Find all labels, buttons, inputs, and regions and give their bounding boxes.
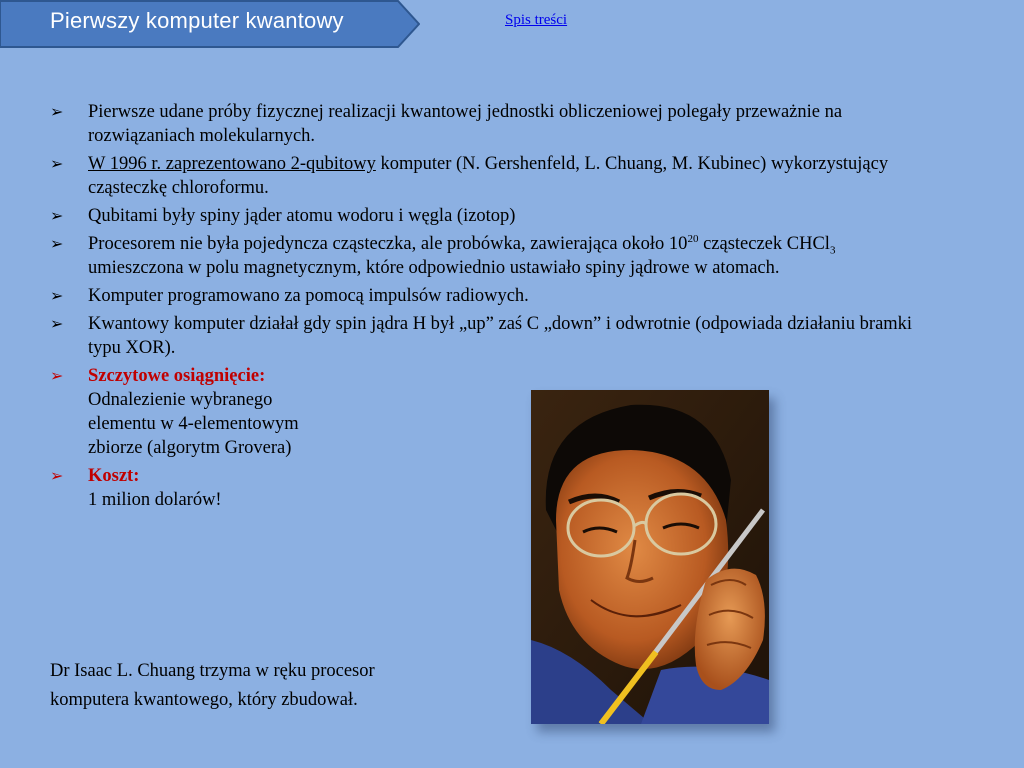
arrow-bullet-icon: ➢ xyxy=(50,234,64,253)
list-item: ➢ Komputer programowano za pomocą impulsów radiowych. xyxy=(50,286,529,306)
arrow-bullet-icon: ➢ xyxy=(50,466,64,485)
list-item: ➢ Procesorem nie była pojedyncza cząsteczka, ale probówka, zawierająca około $10^{20}$ cząsteczek CHCl$_3$ umieszczona w polu magnetycznym, które odpowiednio ustawiało spiny jądrowe w atomach. xyxy=(50,232,836,278)
arrow-bullet-icon: ➢ xyxy=(50,102,64,121)
title-banner xyxy=(0,0,420,48)
portrait-illustration xyxy=(531,390,769,724)
cost-item: ➢ Koszt: 1 milion dolarów! xyxy=(50,466,222,510)
list-item: ➢ Qubitami były spiny jąder atomu wodoru i węgla (izotop) xyxy=(50,206,516,226)
arrow-bullet-icon: ➢ xyxy=(50,286,64,305)
list-item: ➢ W 1996 r. zaprezentowano 2-qubitowy komputer (N. Gershenfeld, L. Chuang, M. Kubinec) wykorzystujący cząsteczkę chloroformu. xyxy=(50,154,889,198)
page-title: Pierwszy komputer kwantowy xyxy=(50,8,344,33)
arrow-bullet-icon: ➢ xyxy=(50,154,64,173)
arrow-bullet-icon: ➢ xyxy=(50,366,64,385)
toc-link[interactable]: Spis treści xyxy=(505,12,568,28)
arrow-bullet-icon: ➢ xyxy=(50,206,64,225)
list-item: ➢ Pierwsze udane próby fizycznej realizacji kwantowej jednostki obliczeniowej polegały przeważnie na rozwiązaniach molekularnych. xyxy=(50,102,843,146)
list-item: ➢ Kwantowy komputer działał gdy spin jądra H był „up” zaś C „down” i odwrotnie (odpowiada działaniu bramki typu XOR). xyxy=(50,314,913,358)
photo-caption: Dr Isaac L. Chuang trzyma w ręku procesor komputera kwantowego, który zbudował. xyxy=(50,661,375,710)
cost-heading: Koszt: xyxy=(88,466,140,486)
achievement-heading: Szczytowe osiągnięcie: xyxy=(88,366,266,386)
achievement-item: ➢ Szczytowe osiągnięcie: Odnalezienie wybranego elementu w 4-elementowym zbiorze (algorytm Grovera) xyxy=(50,366,299,458)
bullet-list xyxy=(50,100,930,516)
arrow-bullet-icon: ➢ xyxy=(50,314,64,333)
portrait-photo xyxy=(531,390,769,724)
